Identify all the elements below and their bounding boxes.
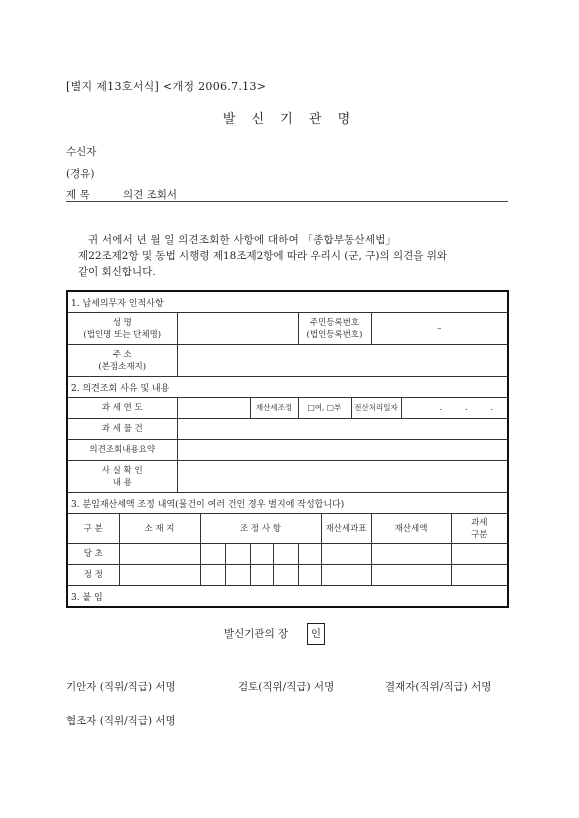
rrn-label-cell bbox=[298, 313, 371, 345]
body-line-2: 제22조제2항 및 동법 시행령 제18조제2항에 따라 우리시 (군, 구)의 의견을 위와 bbox=[78, 250, 447, 262]
section-adjustment-details: 3. 분임재산세액 조정 내역(물건이 여러 건인 경우 별지에 작성합니다) bbox=[67, 493, 508, 514]
property-adjust-label: 재산세조정 bbox=[250, 398, 298, 419]
section-inquiry-reason: 2. 의견조회 사유 및 내용 bbox=[67, 377, 508, 398]
original-amount-input[interactable] bbox=[371, 544, 451, 565]
document-title: 발 신 기 관 명 bbox=[222, 112, 357, 127]
property-adjust-checkbox[interactable]: □여, □부 bbox=[298, 398, 351, 419]
original-adjust-cell-3[interactable] bbox=[250, 544, 273, 565]
reviewer-signature: 검토(직위/직급) 서명 bbox=[238, 681, 335, 693]
address-label-cell bbox=[67, 345, 177, 377]
subject-divider bbox=[66, 201, 508, 202]
original-adjust-cell-1[interactable] bbox=[200, 544, 225, 565]
col-category-line-2: 구분 bbox=[471, 529, 488, 540]
summary-label: 의견조회내용요약 bbox=[67, 440, 177, 461]
via-label: (경유) bbox=[66, 168, 95, 180]
section-attachment: 3. 붙 임 bbox=[67, 586, 508, 608]
corrected-category-input[interactable] bbox=[451, 565, 508, 586]
cooperator-signature: 협조자 (직위/직급) 서명 bbox=[66, 715, 176, 727]
name-label: 성 명 bbox=[112, 317, 132, 328]
form-label: [별지 제13호서식] <개정 2006.7.13> bbox=[66, 80, 267, 93]
col-adjust-header: 조 정 사 항 bbox=[200, 514, 321, 544]
original-base-input[interactable] bbox=[321, 544, 371, 565]
opinion-form-table bbox=[66, 290, 509, 608]
rrn-sublabel: (법인등록번호) bbox=[306, 329, 363, 340]
processing-date-input[interactable]: . . . bbox=[401, 398, 508, 419]
body-paragraph bbox=[66, 232, 506, 280]
fact-check-input[interactable] bbox=[177, 461, 508, 493]
body-line-3: 같이 회신합니다. bbox=[78, 266, 156, 278]
col-category-header bbox=[451, 514, 508, 544]
address-sublabel: (본점소재지) bbox=[98, 361, 147, 372]
rrn-label: 주민등록번호 bbox=[309, 317, 360, 328]
issuer-label: 발신기관의 장 bbox=[224, 628, 289, 640]
original-adjust-cell-2[interactable] bbox=[225, 544, 250, 565]
col-location-header: 소 재 지 bbox=[119, 514, 200, 544]
col-base-header: 재산세과표 bbox=[321, 514, 371, 544]
original-adjust-cell-4[interactable] bbox=[273, 544, 298, 565]
row-original-label: 당 초 bbox=[67, 544, 119, 565]
original-location-input[interactable] bbox=[119, 544, 200, 565]
name-input[interactable] bbox=[177, 313, 298, 345]
fact-check-label: 사 실 확 인 bbox=[101, 465, 143, 476]
fact-content-label: 내 용 bbox=[112, 477, 132, 488]
body-line-1: 귀 서에서 년 월 일 의견조회한 사항에 대하여 「종합부동산세법」 bbox=[88, 234, 397, 246]
seal-box: 인 bbox=[307, 623, 325, 645]
name-sublabel: (법인명 또는 단체명) bbox=[83, 329, 162, 340]
address-label: 주 소 bbox=[112, 349, 132, 360]
corrected-adjust-cell-5[interactable] bbox=[298, 565, 321, 586]
corrected-adjust-cell-4[interactable] bbox=[273, 565, 298, 586]
section-taxpayer-info: 1. 납세의무자 인적사항 bbox=[67, 291, 508, 313]
subject-label: 제 목 bbox=[66, 189, 90, 201]
recipient-label: 수신자 bbox=[66, 146, 97, 158]
approver-signature: 결재자(직위/직급) 서명 bbox=[385, 681, 492, 693]
corrected-adjust-cell-3[interactable] bbox=[250, 565, 273, 586]
drafter-signature: 기안자 (직위/직급) 서명 bbox=[66, 681, 176, 693]
address-input[interactable] bbox=[177, 345, 508, 377]
col-category-line-1: 과세 bbox=[471, 517, 488, 528]
original-category-input[interactable] bbox=[451, 544, 508, 565]
corrected-base-input[interactable] bbox=[321, 565, 371, 586]
tax-year-label: 과 세 연 도 bbox=[67, 398, 177, 419]
row-corrected-label: 정 정 bbox=[67, 565, 119, 586]
corrected-adjust-cell-2[interactable] bbox=[225, 565, 250, 586]
corrected-amount-input[interactable] bbox=[371, 565, 451, 586]
processing-date-label: 전산처리일자 bbox=[351, 398, 401, 419]
tax-object-label: 과 세 물 건 bbox=[67, 419, 177, 440]
rrn-input[interactable]: – bbox=[371, 313, 508, 345]
name-label-cell bbox=[67, 313, 177, 345]
corrected-location-input[interactable] bbox=[119, 565, 200, 586]
col-type-header: 구 분 bbox=[67, 514, 119, 544]
fact-check-label-cell bbox=[67, 461, 177, 493]
tax-object-input[interactable] bbox=[177, 419, 508, 440]
corrected-adjust-cell-1[interactable] bbox=[200, 565, 225, 586]
subject-value: 의견 조회서 bbox=[123, 189, 178, 201]
tax-year-input[interactable] bbox=[177, 398, 250, 419]
original-adjust-cell-5[interactable] bbox=[298, 544, 321, 565]
col-amount-header: 재산세액 bbox=[371, 514, 451, 544]
summary-input[interactable] bbox=[177, 440, 508, 461]
